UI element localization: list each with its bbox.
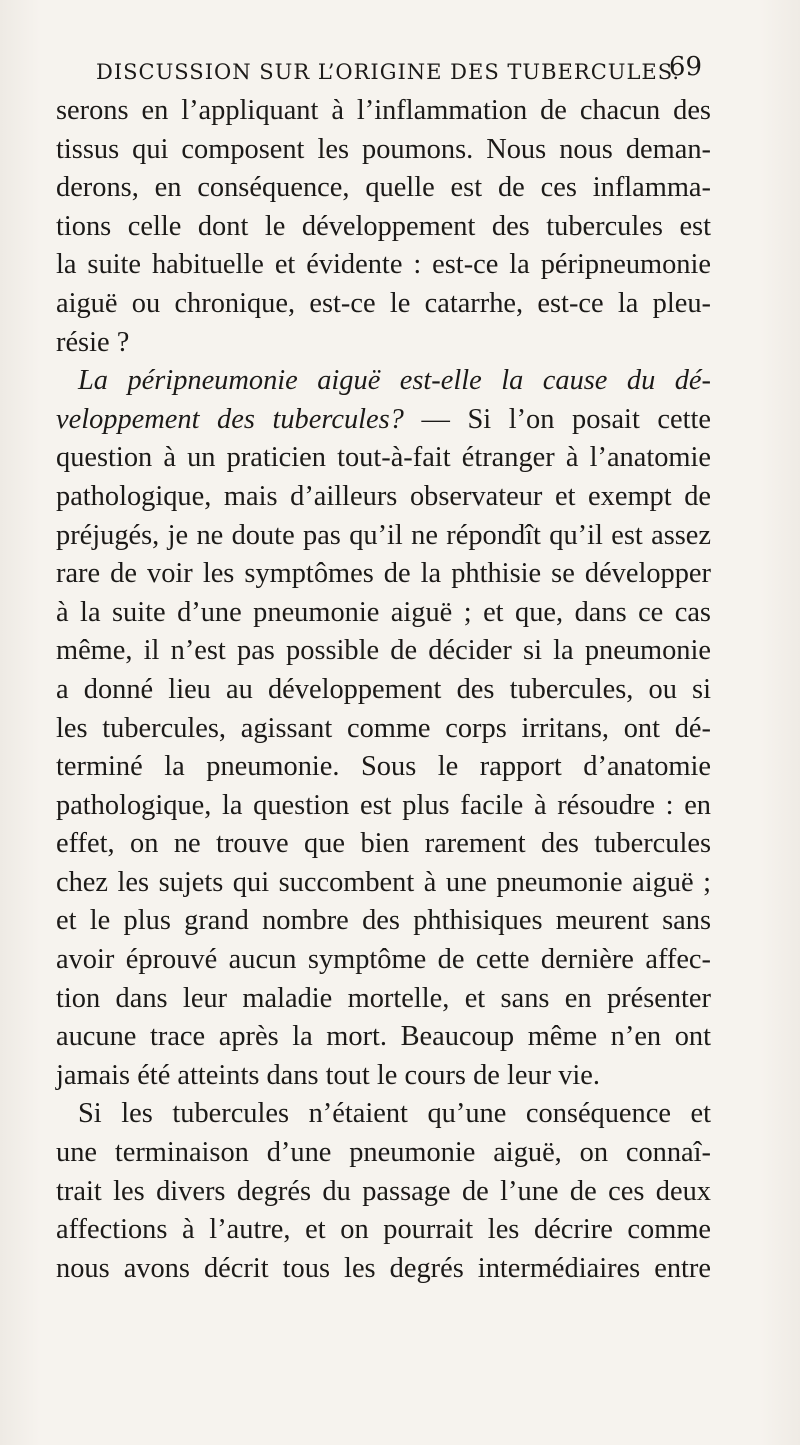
- text-line: et le plus grand nombre des phthisiques meurent sans: [56, 905, 711, 937]
- text-fragment: — Si l’on posait cette: [403, 403, 711, 435]
- text-line: nous avons décrit tous les degrés intermédiaires entre: [56, 1252, 711, 1284]
- text-line: tions celle dont le développement des tubercules est: [56, 210, 711, 242]
- text-line: chez les sujets qui succombent à une pneumonie aiguë ;: [56, 866, 711, 898]
- text-line: préjugés, je ne doute pas qu’il ne répondît qu’il est assez: [56, 519, 711, 551]
- text-line: trait les divers degrés du passage de l’une de ces deux: [56, 1175, 711, 1207]
- italic-heading: La péripneumonie aiguë est-elle la cause du dé-: [78, 365, 711, 397]
- text-line: les tubercules, agissant comme corps irritans, ont dé-: [56, 712, 711, 744]
- page-number: 69: [668, 52, 702, 82]
- text-line: pathologique, la question est plus facile à résoudre : en: [56, 789, 711, 821]
- text-line: même, il n’est pas possible de décider si la pneumonie: [56, 635, 711, 667]
- text-line: derons, en conséquence, quelle est de ces inflamma-: [56, 172, 711, 204]
- text-line: tion dans leur maladie mortelle, et sans en présenter: [56, 982, 711, 1014]
- text-line: [56, 362, 711, 401]
- text-line: avoir éprouvé aucun symptôme de cette dernière affec-: [56, 944, 711, 976]
- text-line: pathologique, mais d’ailleurs observateur et exempt de: [56, 480, 711, 512]
- text-line: une terminaison d’une pneumonie aiguë, on connaî-: [56, 1137, 711, 1169]
- running-title: DISCUSSION SUR L’ORIGINE DES TUBERCULES.: [96, 60, 681, 84]
- text-line: effet, on ne trouve que bien rarement des tubercules: [56, 828, 711, 860]
- text-line: serons en l’appliquant à l’inflammation de chacun des: [56, 95, 711, 126]
- text-line: à la suite d’une pneumonie aiguë ; et que, dans ce cas: [56, 596, 711, 628]
- text-line: Si les tubercules n’étaient qu’une conséquence et: [78, 1098, 711, 1130]
- text-line: affections à l’autre, et on pourrait les décrire comme: [56, 1214, 711, 1246]
- text-line: question à un praticien tout-à-fait étranger à l’anatomie: [56, 442, 711, 474]
- body-text: [56, 92, 711, 1288]
- text-line: résie ?: [56, 326, 130, 358]
- italic-heading: veloppement des tubercules?: [56, 403, 404, 435]
- text-line: rare de voir les symptômes de la phthisie se développer: [56, 558, 711, 590]
- text-line: tissus qui composent les poumons. Nous nous deman-: [56, 133, 711, 165]
- page-header: [96, 52, 702, 92]
- text-line: aucune trace après la mort. Beaucoup même n’en ont: [56, 1021, 711, 1053]
- text-line: la suite habituelle et évidente : est-ce la péripneumonie: [56, 249, 711, 281]
- text-line: terminé la pneumonie. Sous le rapport d’anatomie: [56, 751, 711, 783]
- text-line: [56, 401, 711, 440]
- text-line: aiguë ou chronique, est-ce le catarrhe, est-ce la pleu-: [56, 287, 711, 319]
- text-line: jamais été atteints dans tout le cours de leur vie.: [56, 1059, 600, 1091]
- text-line: a donné lieu au développement des tubercules, ou si: [56, 673, 711, 705]
